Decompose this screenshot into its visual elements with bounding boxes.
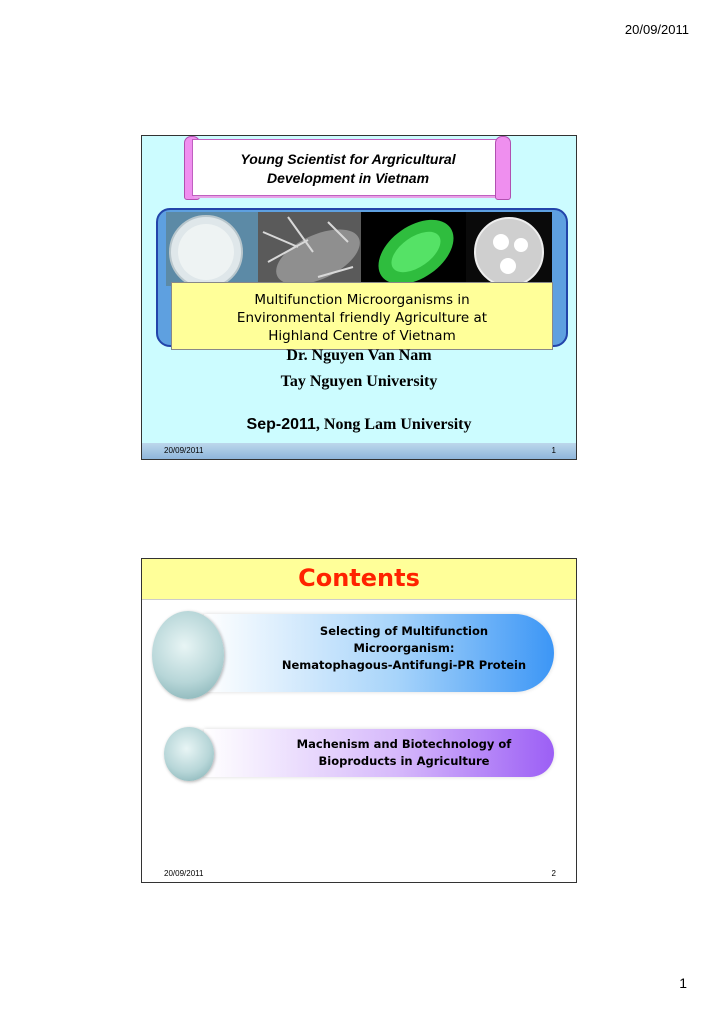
item-1-line-3: Nematophagous-Antifungi-PR Protein xyxy=(281,658,527,672)
slide-1 xyxy=(141,135,577,460)
page-date: 20/09/2011 xyxy=(624,22,689,37)
petri-dish-photo xyxy=(166,212,258,286)
item-1-line-2: Microorganism: xyxy=(353,641,455,655)
date-month: Sep-2011 xyxy=(246,416,316,433)
photo-strip xyxy=(166,212,552,286)
footer-slide-number: 1 xyxy=(551,446,556,455)
title-line-3: Highland Centre of Vietnam xyxy=(268,328,456,344)
scroll-right-roll xyxy=(495,136,511,200)
scroll-banner xyxy=(192,139,504,196)
banner-text xyxy=(193,150,503,188)
presentation-date xyxy=(142,416,576,434)
culture-plate-image xyxy=(466,212,552,286)
contents-item-1-text xyxy=(254,623,554,674)
contents-item-2 xyxy=(204,729,554,777)
petri-dish-image xyxy=(166,212,258,286)
footer-date: 20/09/2011 xyxy=(164,869,204,878)
page-number: 1 xyxy=(679,975,687,991)
presenter-name: Dr. Nguyen Van Nam xyxy=(286,347,432,364)
fungal-hyphae-image xyxy=(258,212,361,286)
banner-line-2: Development in Vietnam xyxy=(266,170,430,186)
contents-item-1 xyxy=(204,614,554,692)
slide-footer xyxy=(142,866,576,882)
fluorescence-photo xyxy=(361,212,466,286)
date-venue: , Nong Lam University xyxy=(315,416,472,433)
slide-2 xyxy=(141,558,577,883)
presenter-affiliation: Tay Nguyen University xyxy=(280,373,438,390)
title-box xyxy=(171,282,553,350)
footer-slide-number: 2 xyxy=(551,869,556,878)
item-2-line-2: Bioproducts in Agriculture xyxy=(318,754,490,768)
contents-title: Contents xyxy=(298,564,420,592)
title-line-1: Multifunction Microorganisms in xyxy=(254,292,470,308)
item-2-line-1: Machenism and Biotechnology of xyxy=(296,737,512,751)
footer-date: 20/09/2011 xyxy=(164,446,204,455)
contents-item-2-text xyxy=(254,736,554,770)
microscope-photo xyxy=(258,212,361,286)
contents-header xyxy=(142,559,576,600)
bullet-bubble-icon xyxy=(164,727,214,781)
title-line-2: Environmental friendly Agriculture at xyxy=(236,310,488,326)
item-1-line-1: Selecting of Multifunction xyxy=(319,624,489,638)
bullet-bubble-icon xyxy=(152,611,224,699)
slide-footer xyxy=(142,443,576,459)
culture-plate-photo xyxy=(466,212,552,286)
slide-title xyxy=(172,291,552,345)
fluorescent-cell-image xyxy=(361,212,466,286)
banner-line-1: Young Scientist for Argricultural xyxy=(240,151,456,167)
